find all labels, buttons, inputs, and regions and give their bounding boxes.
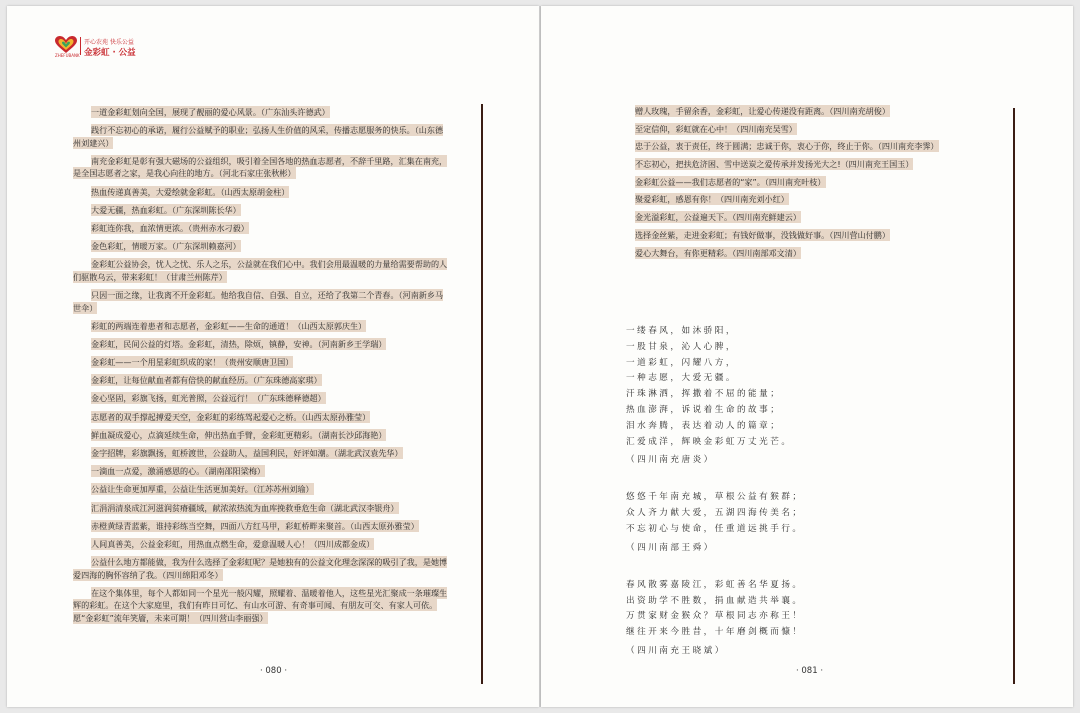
poem-line: 泪水奔腾，表达着动人的篇章； <box>626 420 782 431</box>
message-item <box>73 465 449 478</box>
message-item <box>617 247 1002 260</box>
poem-line: 汗珠淋洒，挥撒着不屈的能量； <box>626 389 782 400</box>
poem-line: 众人齐力献大爱，五湖四海传美名； <box>626 508 804 519</box>
message-item <box>73 587 449 625</box>
message-item <box>73 124 449 149</box>
message-item <box>617 229 1002 242</box>
message-item <box>73 429 449 442</box>
message-item <box>73 186 449 199</box>
message-item <box>617 193 1002 206</box>
message-item <box>617 140 1002 153</box>
message-item <box>73 502 449 515</box>
message-text: 彩虹的两端连着患者和志愿者，金彩虹——生命的通道！（山西太原郭庆生） <box>91 320 367 331</box>
poem-line: 继往开来今胜昔，十年磨剑概而慷！ <box>626 627 804 638</box>
poem-line: 一股甘泉，沁人心脾， <box>626 341 737 352</box>
message-item <box>617 123 1002 136</box>
message-text: 忠于公益，衷于责任，终于圆满；忠诚于你，衷心于你，终止于你。（四川南充李霁） <box>635 141 939 152</box>
message-text: 鲜血凝成爱心，点滴延续生命，伸出热血手臂，金彩虹更精彩。（湖南长沙邱海艳） <box>91 429 387 440</box>
message-text: 金光溢彩虹，公益遍天下。（四川南充鲜建云） <box>635 212 801 223</box>
logo-title: 金彩虹 · 公益 <box>84 48 136 58</box>
message-text: 只因一面之缘，让我离不开金彩虹。他给我自信、自强、自立，还给了我第二个青春。（河南新乡马世伞） <box>73 290 444 313</box>
poem-line: 春风散雾嘉陵江，彩虹善名华夏扬。 <box>626 579 804 590</box>
message-text: 在这个集体里，每个人都如同一个星光一般闪耀，照耀着、温暖着他人，这些星光汇聚成一条璀璨生辉的彩虹。在这个大家庭里，我们有昨日可忆、有山水可游、有奇事可闻、有朋友可交、有家人可依。愿“金彩虹”流年笑靥，未来可期！（四川营山李丽强） <box>73 587 448 623</box>
poem-section <box>626 324 926 681</box>
poem-block <box>626 578 926 659</box>
message-item <box>73 155 449 180</box>
message-item <box>73 338 449 351</box>
message-text: 公益让生命更加厚重，公益让生活更加美好。（江苏苏州刘瑜） <box>91 484 314 495</box>
message-item <box>617 158 1002 171</box>
logo <box>55 34 145 60</box>
left-page-number: · 080 · <box>260 666 288 676</box>
message-item <box>73 204 449 217</box>
message-item <box>73 411 449 424</box>
message-text: 公益什么地方都能做，我为什么选择了金彩虹呢？是她独有的公益文化理念深深的吸引了我，是她博爱四海的胸怀容纳了我。（四川绵阳邓冬） <box>73 557 448 580</box>
heart-logo-icon <box>55 36 77 54</box>
message-item <box>73 320 449 333</box>
book-spread <box>7 6 1073 707</box>
message-text: 一滴血一点爱，激涌感恩的心。（湖南邵阳梁梅） <box>91 466 266 477</box>
message-text: 人间真善美，公益金彩虹，用热血点燃生命，爱意温暖人心！（四川成都金成） <box>91 538 375 549</box>
message-item <box>617 211 1002 224</box>
message-item <box>73 520 449 533</box>
poem-line: 不忘初心与使命，任重道远挑手行。 <box>626 523 804 534</box>
message-text: 赠人玫瑰，手留余香，金彩虹，让爱心传递没有距离。（四川南充胡俊） <box>635 106 890 116</box>
message-text: 至定信仰，彩虹就在心中！（四川南充吴雪） <box>635 123 797 134</box>
message-item <box>73 392 449 405</box>
message-text: 金彩虹，民间公益的灯塔。金彩虹，清热，除烦，镇静，安神。（河南新乡王学瑞） <box>91 338 387 349</box>
right-page <box>541 6 1073 707</box>
left-page <box>7 6 539 707</box>
message-text: 选择金丝紫，走进金彩虹；有钱好做事，没钱做好事。（四川营山付鹏） <box>635 229 890 240</box>
message-item <box>73 374 449 387</box>
poem-line: 汇爱成洋，辉映金彩虹万丈光芒。 <box>626 436 793 447</box>
message-item <box>73 289 449 314</box>
message-item <box>73 556 449 581</box>
poem-line: 悠悠千年南充城，草根公益有猴群； <box>626 492 804 503</box>
left-vertical-rule <box>481 104 483 684</box>
message-text: 不忘初心，把扶危济困、雪中送炭之爱传承并发扬光大之!（四川南充王国玉） <box>635 159 914 170</box>
message-text: 聚爱彩虹，感恩有你！（四川南充刘小红） <box>635 194 789 205</box>
logo-heart-text: ZHEFUBANK <box>55 53 80 58</box>
right-page-number: · 081 · <box>796 666 824 676</box>
message-text: 金彩虹，让每位献血者都有倍快的献血经历。（广东珠德高家琪） <box>91 375 322 386</box>
message-text: 践行不忘初心的承诺，履行公益赋予的职业；弘扬人生价值的风采，传播志愿服务的快乐。（山东德州刘建兴） <box>73 125 444 148</box>
message-text: 爱心大舞台，有你更精彩。（四川南部邓文清） <box>635 247 801 258</box>
poem-line: 一道彩虹，闪耀八方， <box>626 357 737 368</box>
message-text: 热血传递真善美，大爱绘就金彩虹。（山西太原胡金柱） <box>91 186 290 197</box>
message-text: 金彩虹公益协会，忧人之忧、乐人之乐，公益就在我们心中。我们会用最温暖的力量给需要帮助的人们驱散乌云，带来彩虹！（甘肃兰州陈芹） <box>73 259 448 282</box>
poem-line: 一缕春风，如沐骄阳， <box>626 326 737 336</box>
message-text: 金彩虹——一个用星彩虹织成的家！（贵州安顺唐卫国） <box>91 357 294 368</box>
message-item <box>73 483 449 496</box>
message-item <box>73 447 449 460</box>
poem-author: （四川南部王舜） <box>626 542 715 553</box>
poem-line: 出资助学不胜数，捐血献造共举襄。 <box>626 595 804 606</box>
poem-block <box>626 490 926 555</box>
poem-line: 一种志愿，大爱无疆。 <box>626 373 737 384</box>
message-text: 彩虹连你我，血浓情更浓。（贵州赤水刁毅） <box>91 222 249 233</box>
message-item <box>617 176 1002 189</box>
message-text: 金字招牌，彩旗飘扬，虹桥渡世，公益助人，益国利民，好评如潮。（湖北武汉袁先华） <box>91 448 403 458</box>
message-item <box>617 105 1002 118</box>
message-text: 大爱无疆，热血彩虹。（广东深圳陈长华） <box>91 204 241 215</box>
message-item <box>73 240 449 253</box>
message-text: 金色彩虹，情暖万家。（广东深圳赖嘉河） <box>91 241 241 252</box>
message-text: 一道金彩虹划向全国，展现了靓丽的爱心风景。（广东汕头许德武） <box>91 107 330 117</box>
poem-block <box>626 324 926 468</box>
message-item <box>73 222 449 235</box>
poem-author: （四川南充唐炎） <box>626 455 715 466</box>
message-item <box>73 258 449 283</box>
left-message-list <box>73 106 449 630</box>
right-vertical-rule <box>1013 108 1015 684</box>
logo-slogan: 开心农苑 快乐公益 <box>84 39 134 46</box>
poem-author: （四川南充王晓斌） <box>626 645 726 656</box>
message-text: 汇涓涓清泉成江河滋润贫瘠疆域，献浓浓热流为血库挽救垂危生命（湖北武汉李银舟） <box>91 502 399 513</box>
right-message-list <box>617 105 1002 264</box>
logo-divider <box>80 37 81 55</box>
message-text: 志愿者的双手撑起搏爱天空，金彩虹的彩练驾起爱心之桥。（山西太原孙雅莹） <box>91 411 371 422</box>
message-item <box>73 356 449 369</box>
message-text: 金心坚固，彩旗飞扬，虹光普照，公益远行！（广东珠德释德超） <box>91 393 326 404</box>
poem-line: 万贯家财金猴众？草根同志亦称王！ <box>626 611 804 622</box>
message-text: 赤橙黄绿青蓝紫，谁持彩练当空舞，四面八方红马甲，彩虹桥畔来聚首。（山西太原孙雅莹） <box>91 520 419 531</box>
message-text: 南充金彩虹是彰有强大磁场的公益组织，吸引着全国各地的热血志愿者，不辞千里路，汇集在南充，是全国志愿者之家，是我心向往的地方。（河北石家庄张秋彬） <box>73 155 448 179</box>
message-item <box>73 538 449 551</box>
message-text: 金彩虹公益——我们志愿者的“家”。（四川南充叶枝） <box>635 176 826 187</box>
message-item <box>73 106 449 119</box>
poem-line: 热血澎湃，诉说着生命的故事； <box>626 404 782 415</box>
